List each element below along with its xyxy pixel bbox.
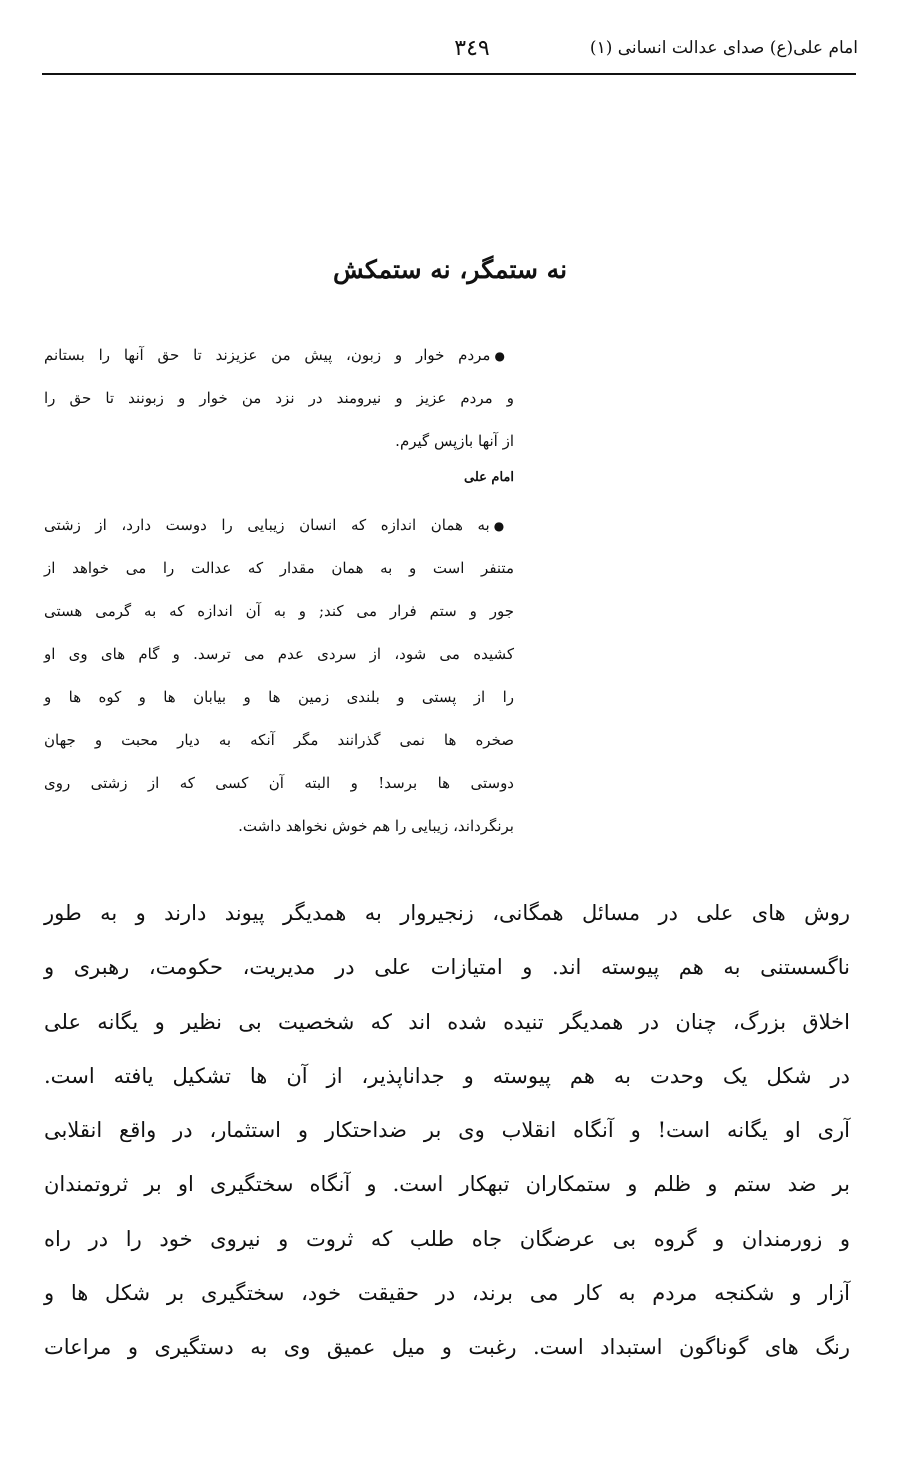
bullet-icon: ● bbox=[493, 519, 514, 533]
quote-block bbox=[44, 340, 514, 469]
body-line: ناگسستنی به هم پیوسته اند. و امتیازات علی در مدیریت، حکومت، رهبری و bbox=[44, 955, 850, 980]
header-rule bbox=[42, 73, 856, 75]
running-title: امام علی(ع) صدای عدالت انسانی (۱) bbox=[589, 38, 858, 58]
quote-line: جور و ستم فرار می کند; و به آن اندازه که به گرمی هستی bbox=[44, 602, 514, 620]
quote-attribution: امام علی bbox=[463, 470, 514, 485]
body-line: اخلاق بزرگ، چنان در همدیگر تنیده شده اند که شخصیت بی نظیر و یگانه علی bbox=[44, 1009, 850, 1034]
quote-line: برنگرداند، زیبایی را هم خوش نخواهد داشت. bbox=[238, 817, 514, 835]
body-line: آزار و شکنجه مردم به کار می برند، در حقیقت خود، سختگیری بر شکل ها و bbox=[44, 1281, 850, 1306]
body-line: بر ضد ستم و ظلم و ستمکاران تبهکار است. و آنگاه سختگیری او بر ثروتمندان bbox=[44, 1172, 850, 1197]
quote-line: ●به همان اندازه که انسان زیبایی را دوست دارد، از زشتی bbox=[44, 516, 514, 534]
body-paragraph bbox=[44, 886, 850, 1375]
quote-block bbox=[44, 510, 514, 854]
quote-line: ●مردم خوار و زبون، پیش من عزیزند تا حق آنها را بستانم bbox=[44, 346, 514, 364]
body-line: و زورمندان و گروه بی عرضگان جاه طلب که ثروت و نیروی خود را در راه bbox=[44, 1226, 850, 1251]
bullet-icon: ● bbox=[494, 349, 514, 363]
quote-line: دوستی ها برسد! و البته آن کسی که از زشتی روی bbox=[44, 774, 514, 792]
page-number: ۳٤۹ bbox=[454, 36, 490, 61]
quote-line: متنفر است و به همان مقدار که عدالت را می خواهد از bbox=[44, 559, 514, 577]
quote-line: از آنها بازپس گیرم. bbox=[395, 432, 514, 450]
quote-line: را از پستی و بلندی زمین ها و بیابان ها و کوه ها و bbox=[44, 688, 514, 706]
quote-line: صخره ها نمی گذرانند مگر آنکه به دیار محبت و جهان bbox=[44, 731, 514, 749]
chapter-title: نه ستمگر، نه ستمکش bbox=[332, 255, 568, 284]
body-line: روش های علی در مسائل همگانی، زنجیروار به همدیگر پیوند دارند و به طور bbox=[44, 901, 850, 925]
quote-line: کشیده می شود، از سردی عدم می ترسد. و گام های وی او bbox=[44, 645, 514, 663]
body-line: در شکل یک وحدت به هم پیوسته و جداناپذیر، از آن ها تشکیل یافته است. bbox=[44, 1063, 850, 1088]
running-header bbox=[42, 36, 858, 76]
quote-line: و مردم عزیز و نیرومند در نزد من خوار و زبونند تا حق را bbox=[44, 389, 514, 407]
body-line: آری او یگانه است! و آنگاه انقلاب وی بر ضداحتکار و استثمار، در واقع انقلابی bbox=[44, 1118, 850, 1143]
body-line: رنگ های گوناگون استبداد است. رغبت و میل عمیق وی به دستگیری و مراعات bbox=[44, 1335, 850, 1360]
